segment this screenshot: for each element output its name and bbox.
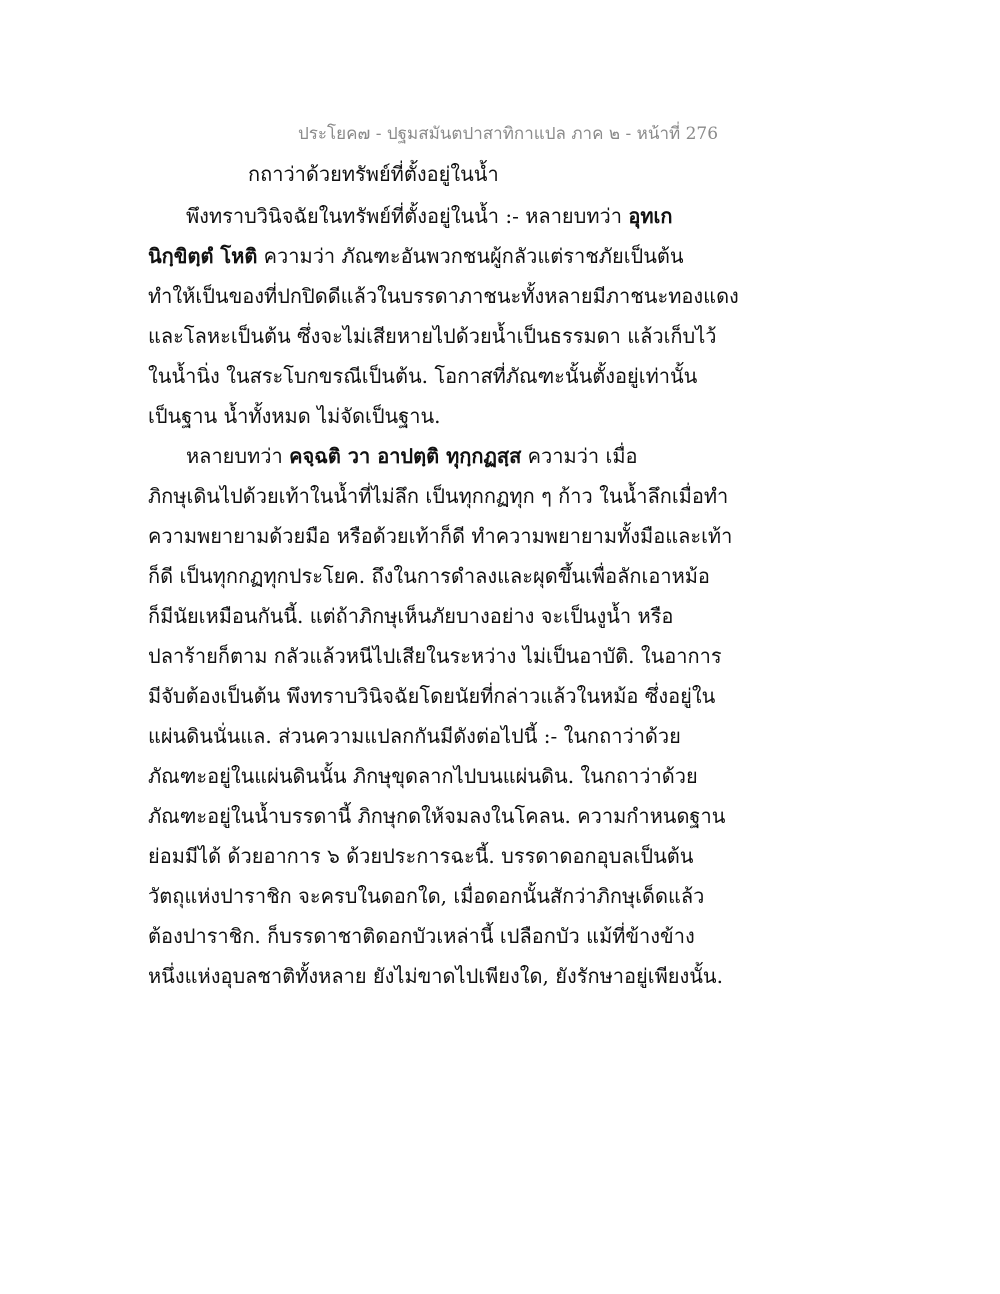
paragraph-2-line-9: ภัณฑะอยู่ในแผ่นดินนั้น ภิกษุขุดลากไปบนแผ่นดิน. ในกถาว่าด้วย	[148, 764, 698, 788]
paragraph-2-line-12: วัตถุแห่งปาราชิก จะครบในดอกใด, เมื่อดอกนั้นสักว่าภิกษุเด็ดแล้ว	[148, 884, 705, 908]
text-run: ความว่า ภัณฑะอันพวกชนผู้กลัวแต่ราชภัยเป็นต้น	[257, 244, 684, 268]
pali-term: อุทเก	[628, 204, 673, 228]
text-run: ความว่า เมื่อ	[521, 444, 638, 468]
paragraph-1-line-3: ทำให้เป็นของที่ปกปิดดีแล้วในบรรดาภาชนะทั้งหลายมีภาชนะทองแดง	[148, 284, 739, 308]
paragraph-2-line-3: ความพยายามด้วยมือ หรือด้วยเท้าก็ดี ทำความพยายามทั้งมือและเท้า	[148, 524, 733, 548]
page-header: ประโยค๗ - ปฐมสมันตปาสาทิกาแปล ภาค ๒ - หน้าที่ 276	[298, 124, 719, 144]
paragraph-2-line-2: ภิกษุเดินไปด้วยเท้าในน้ำที่ไม่ลึก เป็นทุกกฏทุก ๆ ก้าว ในน้ำลึกเมื่อทำ	[148, 484, 729, 508]
paragraph-2-line-4: ก็ดี เป็นทุกกฏทุกประโยค. ถึงในการดำลงและผุดขึ้นเพื่อลักเอาหม้อ	[148, 564, 710, 588]
section-title: กถาว่าด้วยทรัพย์ที่ตั้งอยู่ในน้ำ	[248, 162, 499, 186]
paragraph-1-line-6: เป็นฐาน น้ำทั้งหมด ไม่จัดเป็นฐาน.	[148, 404, 441, 428]
text-run: พึงทราบวินิจฉัยในทรัพย์ที่ตั้งอยู่ในน้ำ :- หลายบทว่า	[186, 204, 629, 228]
paragraph-2-line-1	[186, 442, 708, 470]
text-run: หลายบทว่า	[186, 444, 290, 468]
paragraph-2-line-14: หนึ่งแห่งอุบลชาติทั้งหลาย ยังไม่ขาดไปเพียงใด, ยังรักษาอยู่เพียงนั้น.	[148, 964, 723, 988]
paragraph-2-line-5: ก็มีนัยเหมือนกันนี้. แต่ถ้าภิกษุเห็นภัยบางอย่าง จะเป็นงูน้ำ หรือ	[148, 604, 674, 628]
paragraph-2-line-6: ปลาร้ายก็ตาม กลัวแล้วหนีไปเสียในระหว่าง ไม่เป็นอาบัติ. ในอาการ	[148, 644, 722, 668]
paragraph-2-line-8: แผ่นดินนั่นแล. ส่วนความแปลกกันมีดังต่อไปนี้ :- ในกถาว่าด้วย	[148, 724, 681, 748]
pali-term: คจฺฉติ วา อาปตฺติ ทุกฺกฏสฺส	[289, 444, 522, 468]
paragraph-2-line-13: ต้องปาราชิก. ก็บรรดาชาติดอกบัวเหล่านี้ เปลือกบัว แม้ที่ข้างข้าง	[148, 924, 695, 948]
paragraph-2-line-7: มีจับต้องเป็นต้น พึงทราบวินิจฉัยโดยนัยที่กล่าวแล้วในหม้อ ซึ่งอยู่ใน	[148, 684, 716, 708]
paragraph-1-line-1	[186, 202, 708, 230]
paragraph-2-line-11: ย่อมมีได้ ด้วยอาการ ๖ ด้วยประการฉะนี้. บรรดาดอกอุบลเป็นต้น	[148, 844, 694, 868]
paragraph-1-line-5: ในน้ำนิ่ง ในสระโบกขรณีเป็นต้น. โอกาสที่ภัณฑะนั้นตั้งอยู่เท่านั้น	[148, 364, 698, 388]
paragraph-2-line-10: ภัณฑะอยู่ในน้ำบรรดานี้ ภิกษุกดให้จมลงในโคลน. ความกำหนดฐาน	[148, 804, 726, 828]
pali-term: นิกฺขิตฺตํ โหติ	[148, 244, 258, 268]
paragraph-1-line-4: และโลหะเป็นต้น ซึ่งจะไม่เสียหายไปด้วยน้ำเป็นธรรมดา แล้วเก็บไว้	[148, 324, 717, 348]
paragraph-1-line-2	[148, 242, 708, 270]
